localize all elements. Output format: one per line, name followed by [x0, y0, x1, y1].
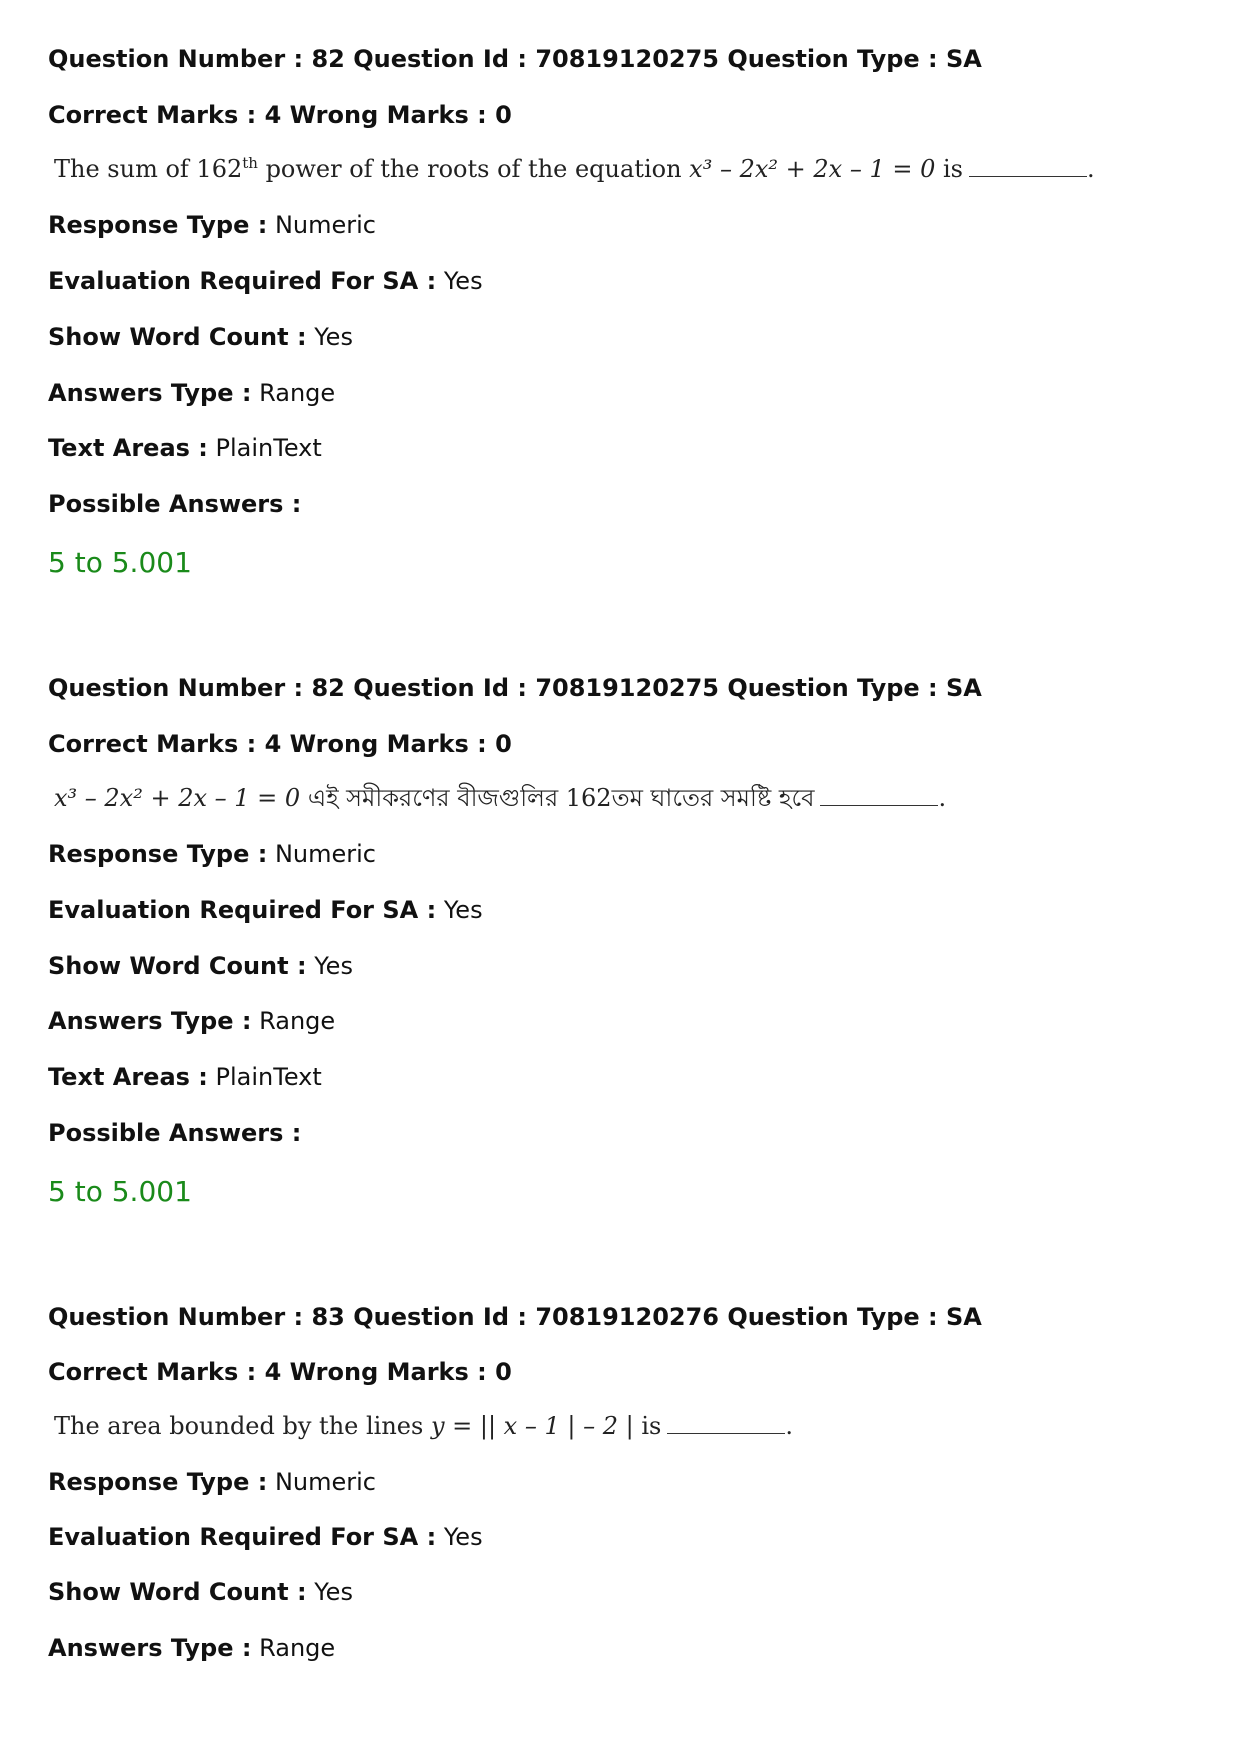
question-text-end: .	[1086, 155, 1095, 183]
evaluation-required-row	[48, 266, 483, 296]
question-text-suffix: is	[935, 155, 963, 183]
answers-type-value: Range	[259, 1634, 336, 1662]
question-text	[54, 154, 1095, 184]
question-text-end: .	[938, 784, 947, 812]
text-areas-row	[48, 433, 322, 463]
possible-answers-label: Possible Answers :	[48, 1119, 302, 1147]
possible-answer: 5 to 5.001	[48, 546, 192, 579]
question-text	[54, 783, 946, 813]
answer-blank	[820, 785, 938, 806]
answers-type-row	[48, 378, 335, 408]
show-word-count-label: Show Word Count :	[48, 952, 307, 980]
answers-type-row	[48, 1633, 335, 1663]
show-word-count-row	[48, 1577, 353, 1607]
text-areas-value: PlainText	[215, 434, 322, 462]
text-areas-label: Text Areas :	[48, 434, 208, 462]
evaluation-required-value: Yes	[443, 267, 483, 295]
answer-blank	[667, 1413, 785, 1434]
answers-type-value: Range	[259, 1007, 336, 1035]
evaluation-required-value: Yes	[443, 1523, 483, 1551]
question-header: Question Number : 82 Question Id : 70819120275 Question Type : SA	[48, 674, 982, 702]
evaluation-required-row	[48, 1522, 483, 1552]
question-equation: x³ – 2x² + 2x – 1 = 0	[54, 784, 301, 812]
response-type-label: Response Type :	[48, 840, 268, 868]
question-text-prefix: The area bounded by the lines	[54, 1412, 431, 1440]
answers-type-label: Answers Type :	[48, 1634, 252, 1662]
question-text-prefix: The sum of 162	[54, 155, 243, 183]
question-equation: y = || x – 1 | – 2 |	[430, 1412, 634, 1440]
evaluation-required-label: Evaluation Required For SA :	[48, 896, 437, 924]
show-word-count-value: Yes	[314, 1578, 353, 1606]
answer-blank	[969, 156, 1087, 177]
question-text-suffix: is	[633, 1412, 662, 1440]
answers-type-label: Answers Type :	[48, 1007, 252, 1035]
possible-answer: 5 to 5.001	[48, 1175, 192, 1208]
question-header: Question Number : 82 Question Id : 70819120275 Question Type : SA	[48, 45, 982, 73]
show-word-count-label: Show Word Count :	[48, 323, 307, 351]
response-type-row	[48, 1467, 376, 1497]
show-word-count-value: Yes	[314, 952, 353, 980]
question-marks: Correct Marks : 4 Wrong Marks : 0	[48, 730, 512, 758]
possible-answers-label: Possible Answers :	[48, 490, 302, 518]
evaluation-required-label: Evaluation Required For SA :	[48, 267, 437, 295]
question-header: Question Number : 83 Question Id : 70819120276 Question Type : SA	[48, 1303, 982, 1331]
question-text-bengali: এই সমীকরণের বীজগুলির 162তম ঘাতের সমষ্টি হবে	[300, 784, 815, 812]
response-type-label: Response Type :	[48, 211, 268, 239]
text-areas-value: PlainText	[215, 1063, 322, 1091]
question-text-end: .	[785, 1412, 793, 1440]
answers-type-row	[48, 1006, 335, 1036]
response-type-label: Response Type :	[48, 1468, 268, 1496]
answers-type-value: Range	[259, 379, 336, 407]
question-marks: Correct Marks : 4 Wrong Marks : 0	[48, 1358, 512, 1386]
show-word-count-row	[48, 322, 353, 352]
response-type-row	[48, 839, 376, 869]
text-areas-row	[48, 1062, 322, 1092]
response-type-value: Numeric	[274, 211, 376, 239]
text-areas-label: Text Areas :	[48, 1063, 208, 1091]
response-type-value: Numeric	[274, 840, 376, 868]
evaluation-required-value: Yes	[443, 896, 483, 924]
answers-type-label: Answers Type :	[48, 379, 252, 407]
question-marks: Correct Marks : 4 Wrong Marks : 0	[48, 101, 512, 129]
question-text-superscript: th	[242, 154, 258, 172]
question-text-mid: power of the roots of the equation	[257, 155, 690, 183]
question-equation: x³ – 2x² + 2x – 1 = 0	[689, 155, 936, 183]
response-type-value: Numeric	[274, 1468, 376, 1496]
evaluation-required-row	[48, 895, 483, 925]
show-word-count-row	[48, 951, 353, 981]
show-word-count-value: Yes	[314, 323, 353, 351]
question-text	[54, 1411, 793, 1441]
response-type-row	[48, 210, 376, 240]
show-word-count-label: Show Word Count :	[48, 1578, 307, 1606]
evaluation-required-label: Evaluation Required For SA :	[48, 1523, 437, 1551]
